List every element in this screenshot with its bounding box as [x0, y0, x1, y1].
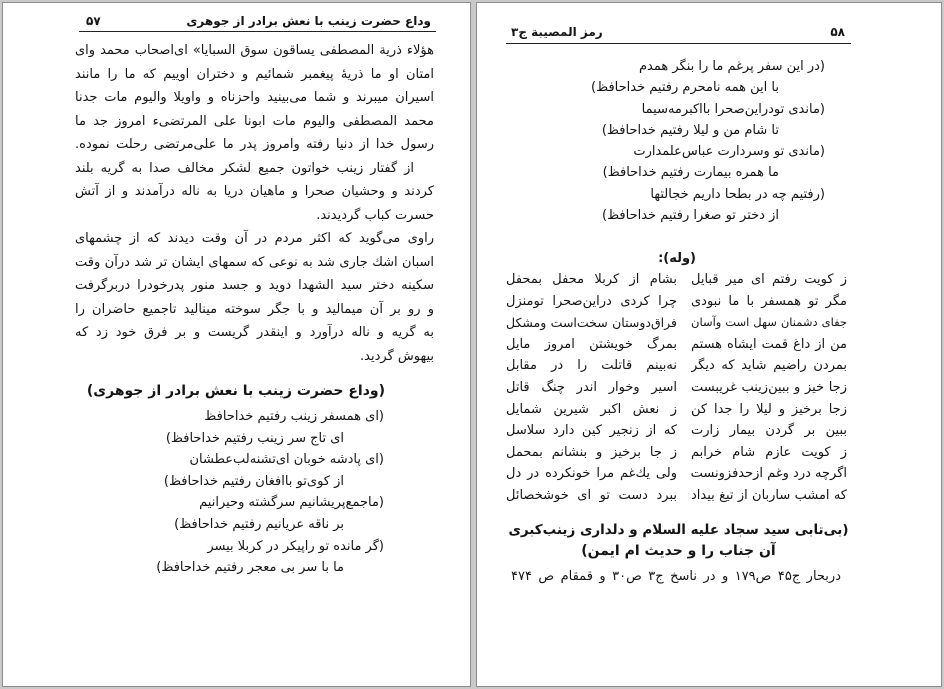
couplet-hemistich: جفای دشمنان سهل است وآسان [691, 315, 847, 330]
paragraph-line: کردند و وحشیان صحرا و ماهیان دریا به ناله درآمدند و از آتش [75, 184, 434, 199]
couplet-hemistich: بمردن راضیم شاید که دیگر [691, 358, 847, 374]
poem-line: با این همه نامحرم رفتیم خداحافظ) [591, 80, 779, 96]
header-rule [506, 43, 851, 44]
poem-line: (ماندی تودراین‌صحرا بااکبرمه‌سیما [641, 101, 825, 117]
poem-line: (ماندی تو وسردارت عباس‌علمدارت [633, 144, 825, 160]
paragraph-line: حسرت کباب گردیدند. [316, 207, 434, 223]
paragraph-line: رسول خدا از دنیا رفته وامروز پدر ما علی‌مرتضی رحلت نموده. [75, 137, 434, 152]
couplet-hemistich: ز جا برخیز و بنشانم بمحمل [506, 444, 677, 460]
section-heading: (وداع حضرت زینب با نعش برادر از جوهری) [86, 383, 385, 399]
running-header-title: رمز المصیبة ج۳ [511, 25, 603, 39]
poem-line: (ماجمع‌پریشانیم سرگشته وحیرانیم [199, 495, 384, 511]
source-reference [511, 567, 841, 587]
paragraph-line: هؤلاء ذریة المصطفی یساقون سوق السبایا» ای‌اصحاب محمد وای [75, 43, 434, 58]
poem-line: (رفتیم چه در بطحا داریم خجالتها [650, 186, 825, 202]
poem-line: تا شام من و لیلا رفتیم خداحافظ) [601, 122, 779, 138]
couplet-hemistich: ببرد دست تو ای خوشخصائل [506, 487, 677, 503]
paragraph-line: راوی می‌گوید که اکثر مردم در آن وقت دیدند که از چشمهای [75, 231, 434, 246]
poem-line: (گر مانده تو راپیکر در کربلا بیسر [207, 538, 384, 554]
paragraph-line: اسبان اشك جاری شد به نوعی که سمهای ایشان تر شد درآن وقت [75, 254, 434, 270]
poem-line: (در این سفر پرغم ما را بنگر همدم [638, 59, 825, 74]
couplet-hemistich: زجا خیز و ببین‌زینب غریبست [691, 379, 847, 395]
paragraph-line: محمد المصطفی والیوم مات ابونا علی المرتضیء امروز جد ما [75, 113, 434, 129]
couplet-hemistich: فراق‌دوستان سخت‌است ومشکل [506, 315, 677, 331]
paragraph-line: سکینه دختر سید الشهدا دوید و جسد منور پدرخودرا دربرگرفت [75, 278, 434, 293]
paragraph-line: از گفتار زینب خواتون جمیع لشکر مخالف صدا به گریه بلند [75, 160, 414, 176]
couplet-hemistich: ببین بر گردن بیمار زارت [691, 423, 847, 439]
couplet-hemistich: نه‌بینم قاتلت را در مقابل [506, 358, 677, 374]
couplet-hemistich: ولی یك‌غم مرا خونکرده در دل [506, 466, 677, 482]
poem-line: (ای همسفر زینب رفتیم خداحافظ [204, 409, 384, 424]
source-reference-line: دربحار ج۴۵ ص۱۷۹ و در ناسخ ج۳ ص۳۰ و قمقام ص ۴۷۴ [511, 569, 841, 584]
poem-line: بر ناقه عریانیم رفتیم خداحافظ) [174, 516, 344, 532]
poem-line: (ای پادشه خوبان ای‌تشنه‌لب‌عطشان [189, 452, 384, 468]
couplet-hemistich: مگر تو همسفر با ما نبودی [691, 293, 847, 309]
page-number: ۵۷ [86, 14, 101, 28]
couplet-hemistich: که امشب ساربان از تیغ بیداد [691, 487, 847, 503]
paragraph-line: به گریه و ناله درآورد و اینقدر گریست و بر فرق خود زد که [75, 325, 434, 340]
paragraph-line: و رو بر آن میمالید و با جگر سوخته مینالید تاجمیع حاضران را [75, 301, 434, 317]
poem [3, 406, 470, 579]
couplet-hemistich: اگرچه درد وغم ازحدفزونست [691, 466, 847, 482]
couplet-hemistich: ز کویت عازم شام خرابم [691, 444, 847, 460]
poem-line: ای تاج سر زینب رفتیم خداحافظ) [165, 430, 344, 446]
section-heading-line: آن جناب را و حدیث ام ایمن) [581, 543, 776, 559]
book-page-right [476, 2, 942, 687]
couplet-hemistich: زجا برخیز و لیلا را جدا کن [691, 401, 847, 417]
couplet-hemistich: ز کویت رفتم ای میر قبایل [691, 272, 847, 287]
paragraph-line: بیهوش گردید. [360, 348, 434, 364]
couplet-hemistich: بمرگ خویشتن امروز مایل [506, 336, 677, 352]
header-rule [79, 31, 436, 32]
page-number: ۵۸ [830, 25, 845, 39]
couplet-column-right [691, 269, 847, 507]
poem-line: ما با سر بی معجر رفتیم خداحافظ) [156, 560, 344, 576]
book-page-left [2, 2, 471, 687]
couplet-hemistich: من از داغ قمت ایشاه هستم [691, 336, 847, 352]
poem-section-label: (وله): [658, 251, 696, 266]
paragraph-line: امتان او ما ذریهٔ پیغمبر شمائیم و دختران اوییم که ما را مانند [75, 66, 434, 82]
couplet-hemistich: بشام از کربلا محفل بمحفل [506, 272, 677, 287]
poem-line: از کوی‌تو باافغان رفتیم خداحافظ) [163, 473, 344, 489]
section-heading-line: (بی‌تابی سید سجاد علیه السلام و دلداری زینب‌کبری [508, 522, 849, 538]
couplet-hemistich: چرا کردی دراین‌صحرا تومنزل [506, 293, 677, 309]
section-heading [506, 520, 851, 562]
poem-line: از دختر تو صغرا رفتیم خداحافظ) [602, 208, 779, 224]
couplet-column-left [506, 269, 677, 507]
body-paragraphs [75, 39, 434, 368]
paragraph-line: اسیران میبرند و شما می‌بینید واحزناه و واویلا والیوم مات جدنا [75, 90, 434, 105]
couplet-hemistich: اسیر وخوار اندر چنگ قاتل [506, 379, 677, 395]
poem-line: ما همره بیمارت رفتیم خداحافظ) [602, 165, 779, 181]
running-header-title: وداع حضرت زینب با نعش برادر از جوهری [186, 14, 431, 28]
poem [477, 56, 941, 226]
couplet-hemistich: که از زنجیر کین دارد سلاسل [506, 423, 677, 439]
couplet-hemistich: ز نعش اکبر شیرین شمایل [506, 401, 677, 417]
